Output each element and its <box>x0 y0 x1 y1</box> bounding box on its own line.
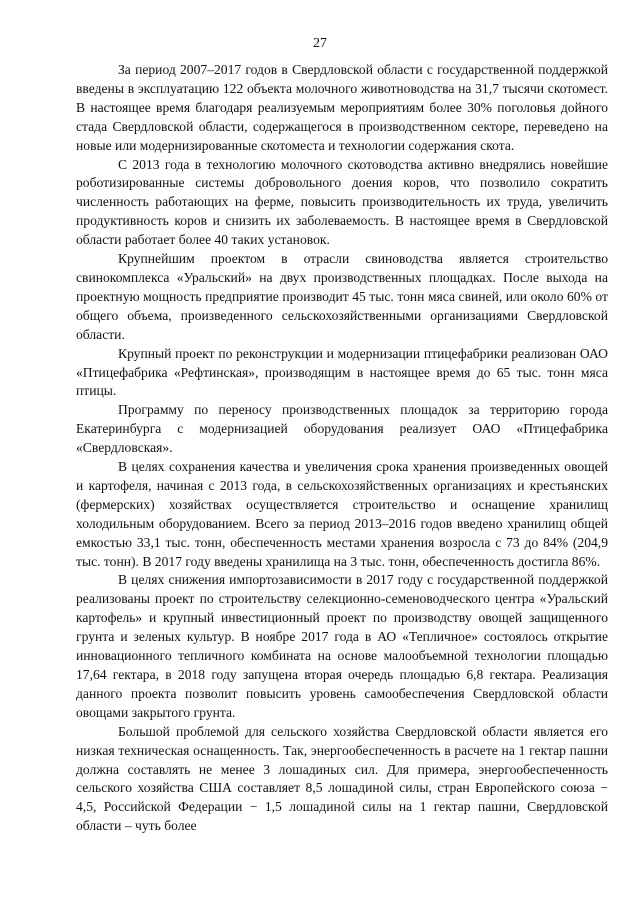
paragraph-robotic-milking: С 2013 года в технологию молочного скотоводства активно внедрялись новейшие роботизированные системы добровольного доения коров, что позволило сократить численность работающих на ферме, повысить производительность их труда, увеличить продуктивность коров и снизить их заболеваемость. В настоящее время в Свердловской области работает более 40 таких установок. <box>76 156 608 248</box>
paragraph-import-substitution: В целях снижения импортозависимости в 2017 году с государственной поддержкой реализованы проект по строительству селекционно-семеноводческого центра «Уральский картофель» и крупный инвестиционный проект по производству овощей защищенного грунта и зеленых культур. В ноябре 2017 года в АО «Тепличное» состоялось открытие инновационного тепличного комбината на основе малообъемной технологии площадью 17,64 гектара, в 2018 году запущена вторая очередь площадью 6,8 гектара. Реализация данного проекта позволит повысить уровень самообеспечения Свердловской области овощами закрытого грунта. <box>76 572 608 720</box>
document-body <box>76 61 608 836</box>
paragraph-sverdlovskaya-poultry: Программу по переносу производственных площадок за территорию города Екатеринбурга с модернизацией оборудования реализует ОАО «Птицефабрика «Свердловская». <box>76 402 608 456</box>
paragraph-dairy-farming: За период 2007–2017 годов в Свердловской области с государственной поддержкой введены в эксплуатацию 122 объекта молочного животноводства на 31,7 тысячи скотомест. В настоящее время благодаря реализуемым мероприятиям более 30% поголовья дойного стада Свердловской области, содержащегося в производственном секторе, переведено на новые или модернизированные скотоместа и технологии содержания скота. <box>76 62 608 153</box>
paragraph-pig-farming: Крупнейшим проектом в отрасли свиноводства является строительство свинокомплекса «Уральский» на двух производственных площадках. После выхода на проектную мощность предприятие производит 45 тыс. тонн мяса свиней, или около 60% от общего объема, произведенного сельскохозяйственными организациями Свердловской области. <box>76 251 608 342</box>
paragraph-vegetable-storage: В целях сохранения качества и увеличения срока хранения произведенных овощей и картофеля, начиная с 2013 года, в сельскохозяйственных организациях и крестьянских (фермерских) хозяйствах осуществляется строительство и оснащение хранилищ холодильным оборудованием. Всего за период 2013–2016 годов введено хранилищ общей емкостью 33,1 тыс. тонн, обеспеченность местами хранения возросла с 73 до 84% (204,9 тыс. тонн). В 2017 году введены хранилища на 3 тыс. тонн, обеспеченность достигла 86%. <box>76 459 608 569</box>
paragraph-technical-equipment: Большой проблемой для сельского хозяйства Свердловской области является его низкая техническая оснащенность. Так, энергообеспеченность в расчете на 1 гектар пашни должна составлять не менее 3 лошадиных сил. Для примера, энергообеспеченность сельского хозяйства США составляет 8,5 лошадиной силы, стран Европейского союза − 4,5, Российской Федерации − 1,5 лошадиной силы на 1 гектар пашни, Свердловской области – чуть более <box>76 723 608 834</box>
page-number: 27 <box>313 36 327 51</box>
paragraph-reftinskaya-poultry: Крупный проект по реконструкции и модернизации птицефабрики реализован ОАО «Птицефабрика «Рефтинская», производящим в настоящее время до 65 тыс. тонн мяса птицы. <box>76 345 608 399</box>
